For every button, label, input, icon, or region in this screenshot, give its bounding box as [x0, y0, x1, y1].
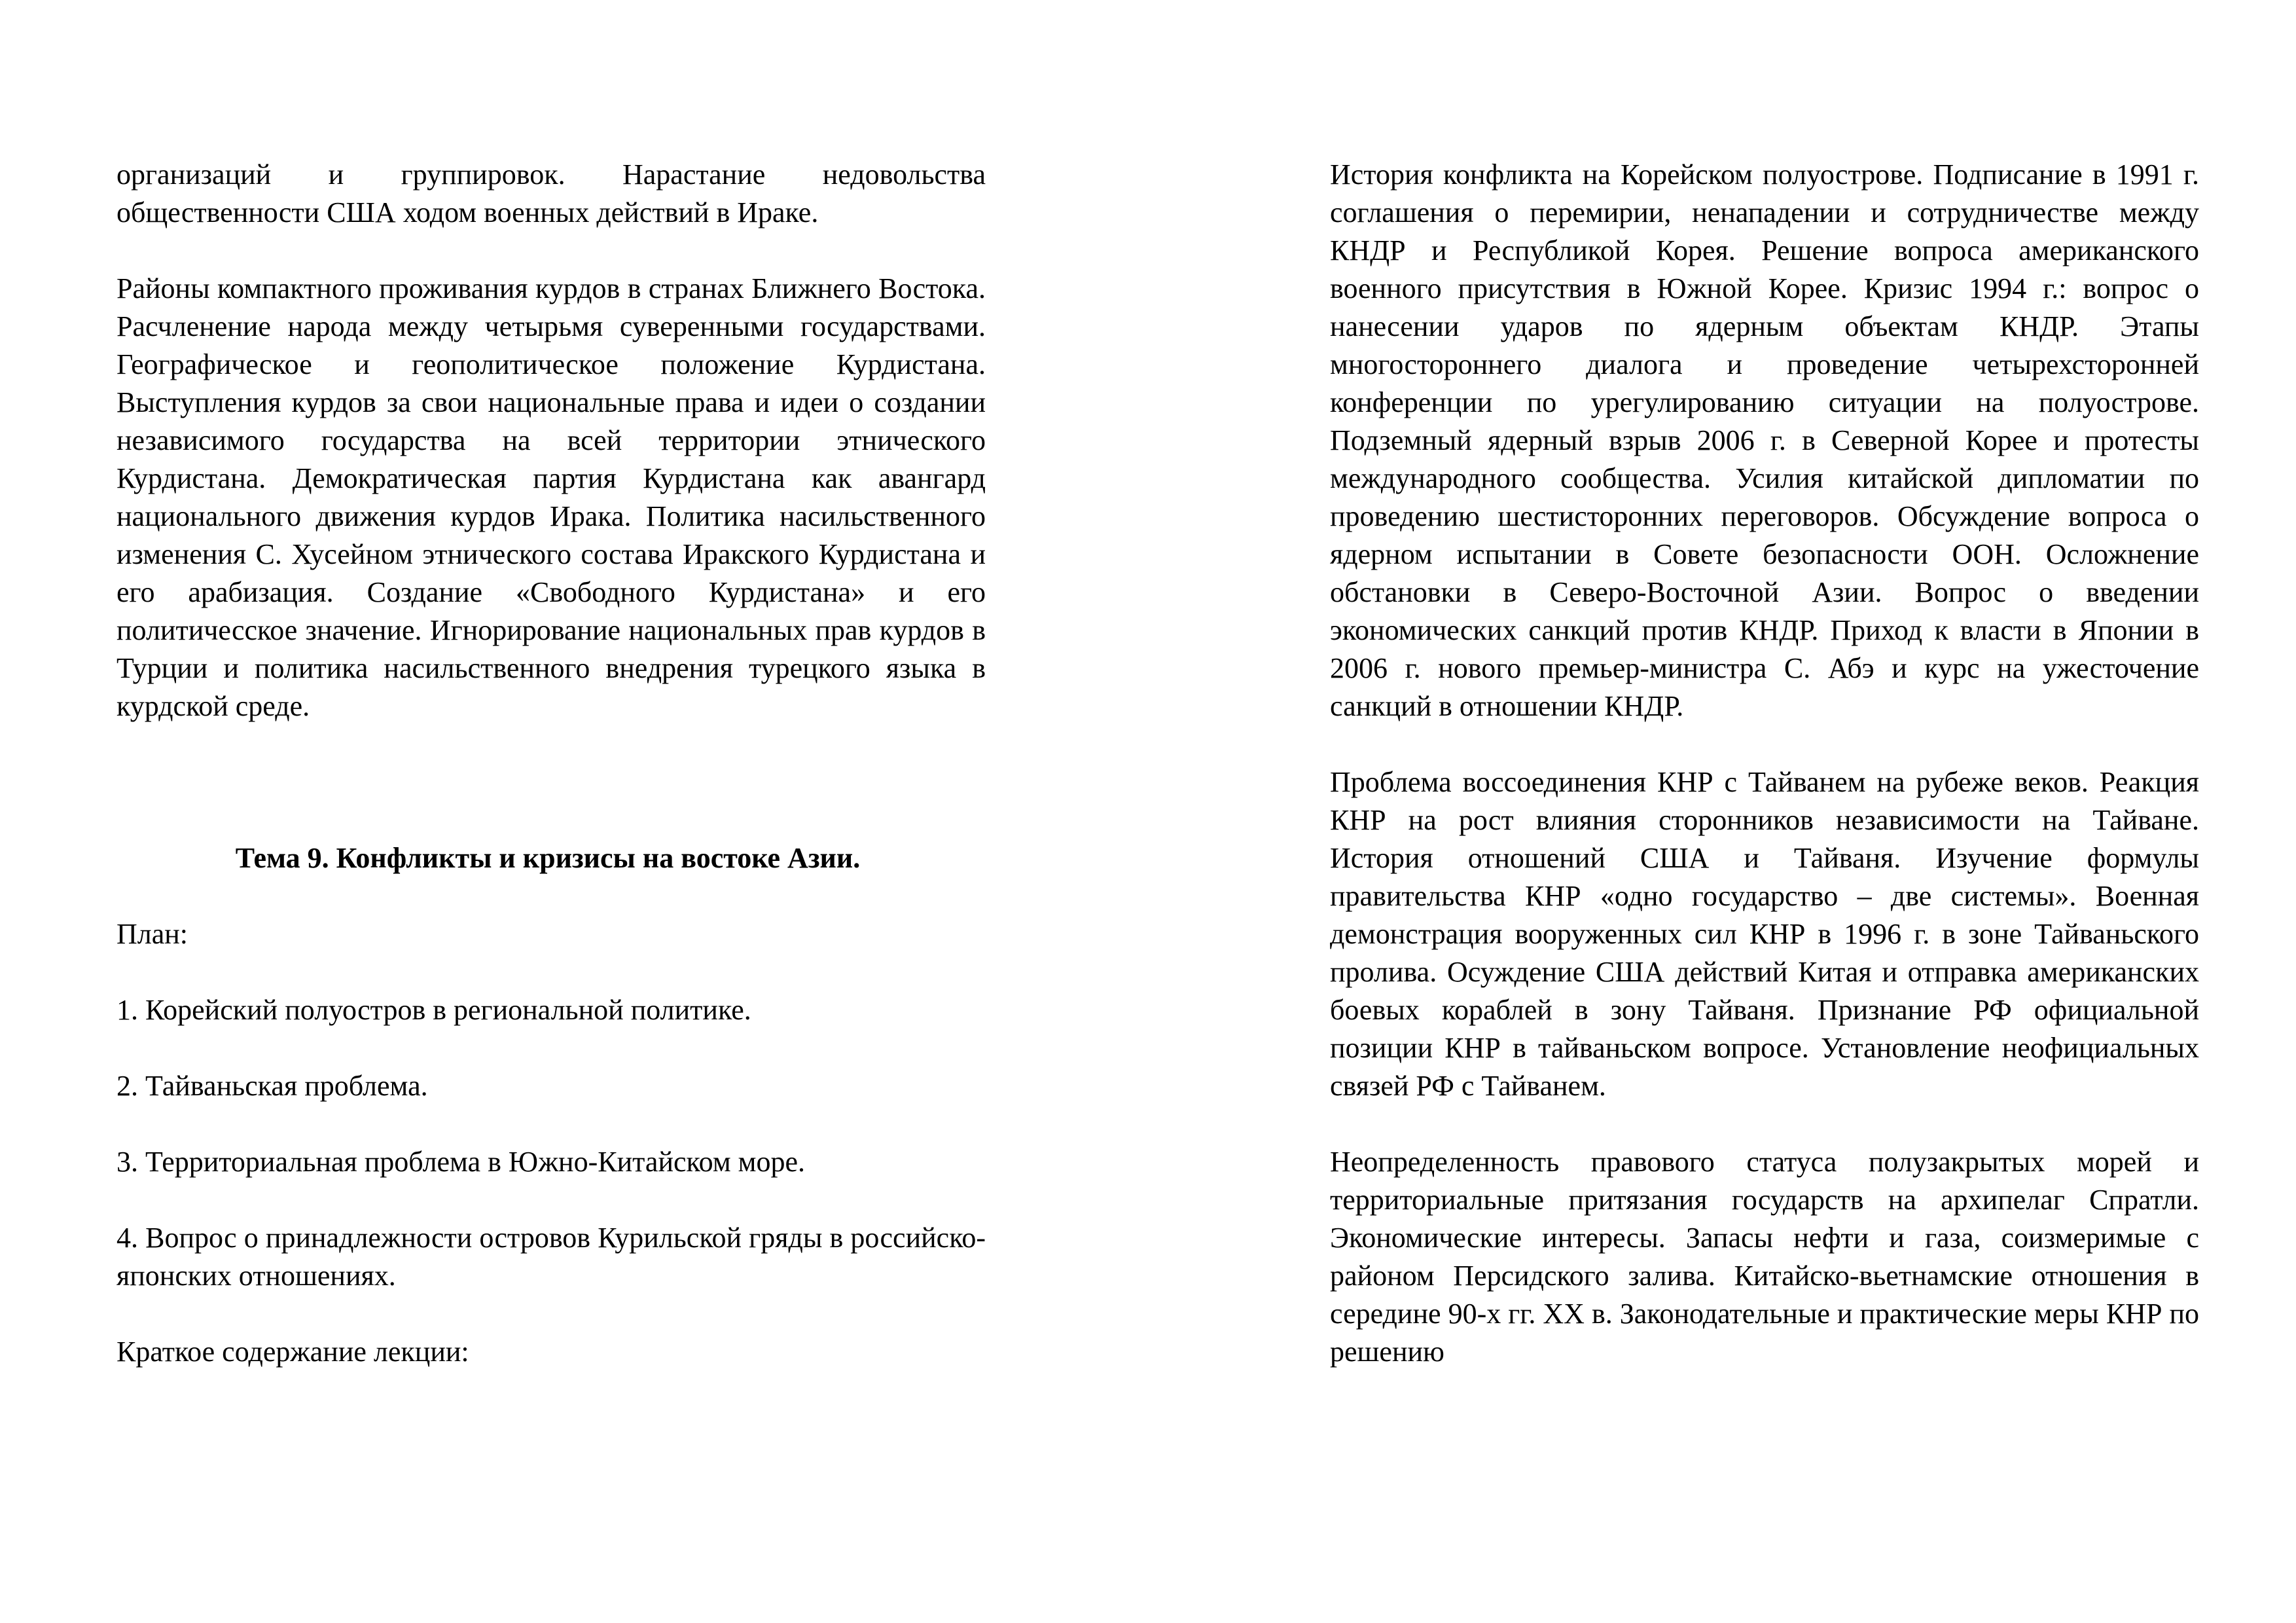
- left-column: [117, 156, 986, 1371]
- left-paragraph-iraq-war: организаций и группировок. Нарастание недовольства общественности США ходом военных действий в Ираке.: [117, 158, 986, 228]
- plan-item-1: 1. Корейский полуостров в региональной политике.: [117, 994, 751, 1026]
- plan-item-4: 4. Вопрос о принадлежности островов Курильской гряды в российско-японских отношениях.: [117, 1222, 986, 1292]
- section-gap: [117, 763, 986, 839]
- left-paragraph-kurdistan: Районы компактного проживания курдов в странах Ближнего Востока. Расчленение народа между четырьмя суверенными государствами. Географическое и геополитическое положение Курдистана. Выступления курдов за свои национальные права и идеи о создании независимого государства на всей территории этнического Курдистана. Демократическая партия Курдистана как авангард национального движения курдов Ирака. Политика насильственного изменения С. Хусейном этнического состава Иракского Курдистана и его арабизация. Создание «Свободного Курдистана» и его политичесское значение. Игнорирование национальных прав курдов в Турции и политика насильственного внедрения турецкого языка в курдской среде.: [117, 272, 986, 722]
- summary-label: Краткое содержание лекции:: [117, 1336, 469, 1368]
- plan-label: План:: [117, 918, 188, 950]
- right-column: [1330, 156, 2199, 1371]
- plan-item-3: 3. Территориальная проблема в Южно-Китайском море.: [117, 1146, 806, 1178]
- plan-item-2: 2. Тайваньская проблема.: [117, 1070, 428, 1102]
- right-paragraph-korea: История конфликта на Корейском полуострове. Подписание в 1991 г. соглашения о перемирии, ненападении и сотрудничестве между КНДР и Республикой Корея. Решение вопроса американского военного присутствия в Южной Корее. Кризис 1994 г.: вопрос о нанесении ударов по ядерным объектам КНДР. Этапы многостороннего диалога и проведение четырехсторонней конференции по урегулированию ситуации на полуострове. Подземный ядерный взрыв 2006 г. в Северной Корее и протесты международного сообщества. Усилия китайской дипломатии по проведению шестисторонних переговоров. Обсуждение вопроса о ядерном испытании в Совете безопасности ООН. Осложнение обстановки в Северо-Восточной Азии. Вопрос о введении экономических санкций против КНДР. Приход к власти в Японии в 2006 г. нового премьер-министра С. Абэ и курс на ужесточение санкций в отношении КНДР.: [1330, 158, 2199, 722]
- right-paragraph-spratly: Неопределенность правового статуса полузакрытых морей и территориальные притязания государств на архипелаг Спратли. Экономические интересы. Запасы нефти и газа, соизмеримые с районом Персидского залива. Китайско-вьетнамские отношения в середине 90-х гг. XX в. Законодательные и практические меры КНР по решению: [1330, 1146, 2199, 1368]
- right-paragraph-taiwan: Проблема воссоединения КНР с Тайванем на рубеже веков. Реакция КНР на рост влияния сторонников независимости на Тайване. История отношений США и Тайваня. Изучение формулы правительства КНР «одно государство – две системы». Военная демонстрация вооруженных сил КНР в 1996 г. в зоне Тайваньского пролива. Осуждение США действий Китая и отправка американских боевых кораблей в зону Тайваня. Признание РФ официальной позиции КНР в тайваньском вопросе. Установление неофициальных связей РФ с Тайванем.: [1330, 766, 2199, 1102]
- topic-heading: Тема 9. Конфликты и кризисы на востоке Азии.: [235, 842, 861, 874]
